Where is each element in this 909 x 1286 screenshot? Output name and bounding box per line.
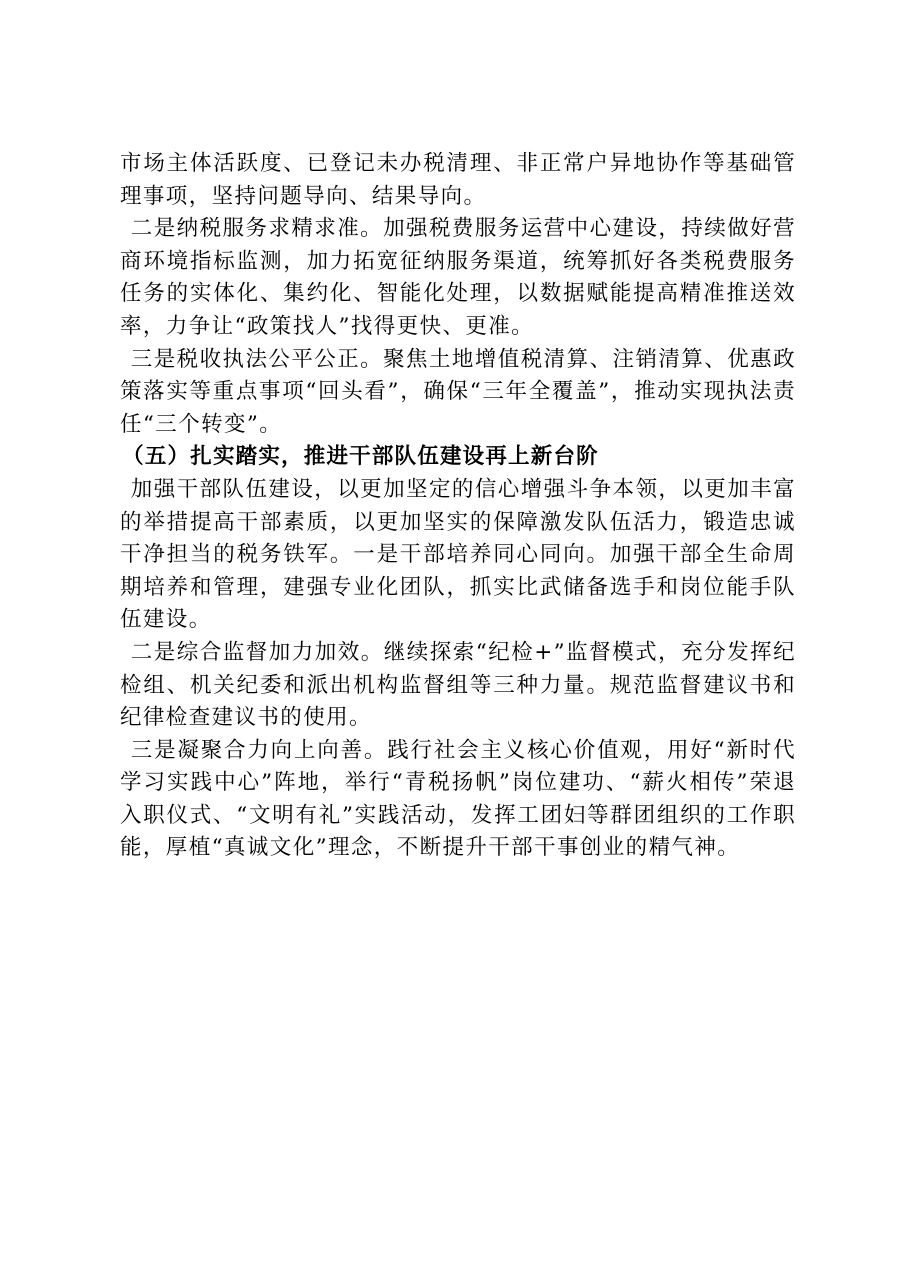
paragraph-tax-enforcement: 三是税收执法公平公正。聚焦土地增值税清算、注销清算、优惠政策落实等重点事项“回头看”，确保“三年全覆盖”，推动实现执法责任“三个转变”。 <box>120 346 796 437</box>
paragraph-cadre-training: 加强干部队伍建设，以更加坚定的信心增强斗争本领，以更加丰富的举措提高干部素质，以更加坚实的保障激发队伍活力，锻造忠诚干净担当的税务铁军。一是干部培养同心同向。加强干部全生命周期培养和管理，建强专业化团队，抓实比武储备选手和岗位能手队伍建设。 <box>120 476 796 633</box>
paragraph-tax-base-management: 市场主体活跃度、已登记未办税清理、非正常户异地协作等基础管理事项，坚持问题导向、结果导向。 <box>120 151 796 209</box>
document-page <box>120 148 796 865</box>
paragraph-tax-service: 二是纳税服务求精求准。加强税费服务运营中心建设，持续做好营商环境指标监测，加力拓宽征纳服务渠道，统筹抓好各类税费服务任务的实体化、集约化、智能化处理，以数据赋能提高精准推送效率，力争让“政策找人”找得更快、更准。 <box>120 216 796 339</box>
paragraph-supervision: 二是综合监督加力加效。继续探索“纪检+”监督模式，充分发挥纪检组、机关纪委和派出机构监督组等三种力量。规范监督建议书和纪律检查建议书的使用。 <box>120 639 796 731</box>
section-heading-cadre-team: （五）扎实踏实，推进干部队伍建设再上新台阶 <box>122 444 599 470</box>
paragraph-culture: 三是凝聚合力向上向善。践行社会主义核心价值观，用好“新时代学习实践中心”阵地，举行“青税扬帆”岗位建功、“薪火相传”荣退入职仪式、“文明有礼”实践活动，发挥工团妇等群团组织的工作职能，厚植“真诚文化”理念，不断提升干部干事创业的精气神。 <box>120 737 796 861</box>
